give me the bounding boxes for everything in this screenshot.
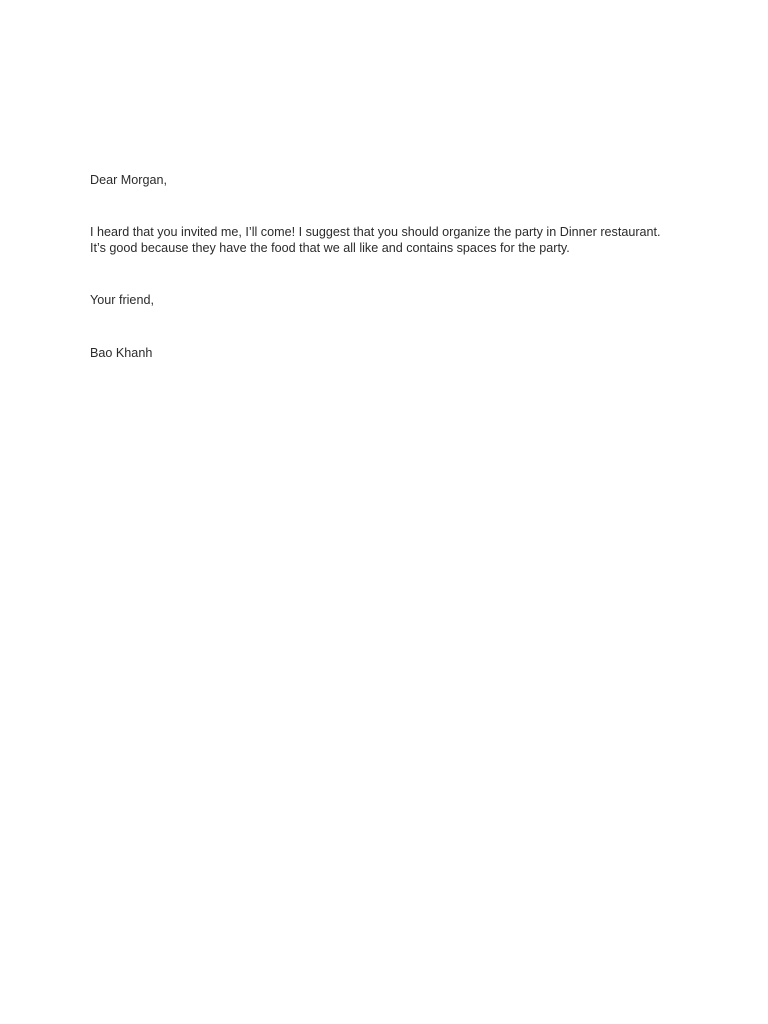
letter-body-line: I heard that you invited me, I’ll come! I suggest that you should organize the party in Dinner restaurant.: [90, 225, 661, 239]
letter-body-line: It’s good because they have the food that we all like and contains spaces for the party.: [90, 241, 570, 255]
letter-closing: Your friend,: [90, 293, 154, 307]
letter-signature: Bao Khanh: [90, 346, 153, 360]
letter-salutation: Dear Morgan,: [90, 173, 167, 187]
